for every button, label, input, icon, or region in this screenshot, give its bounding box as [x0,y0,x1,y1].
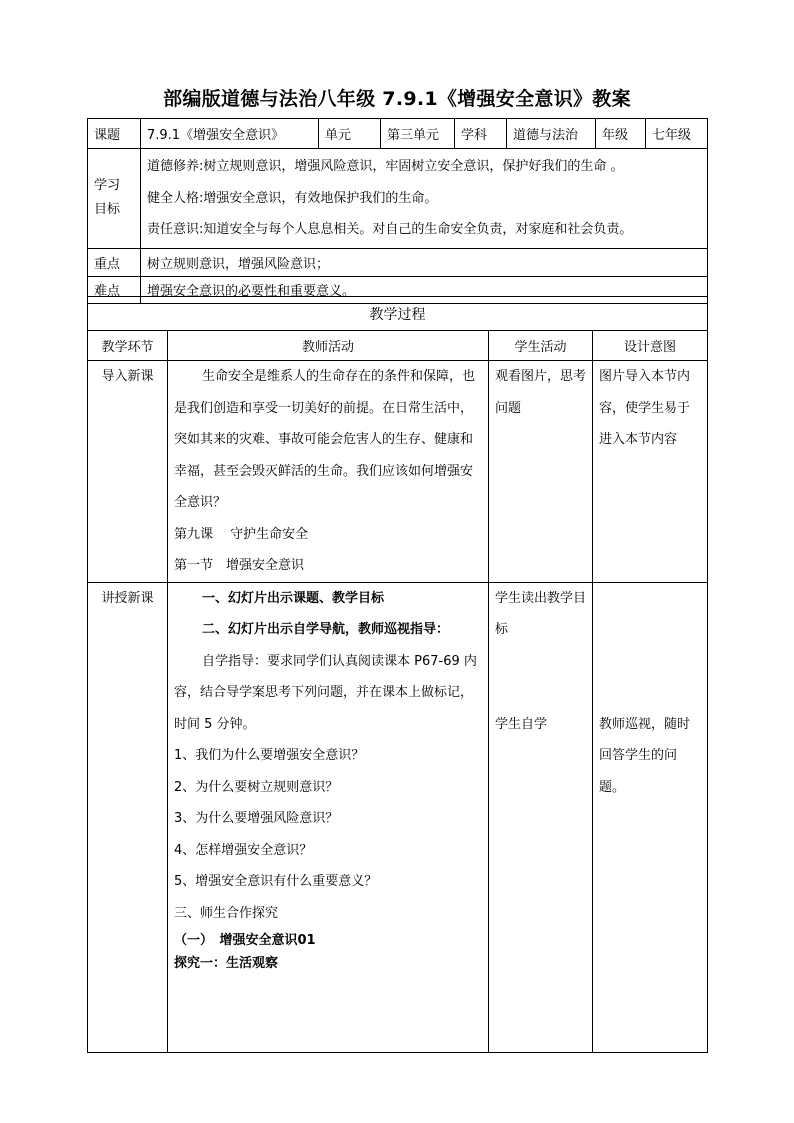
lecture-question: 5、增强安全意识有什么重要意义？ [174,874,378,889]
lecture-stage-label: 讲授新课 [101,590,154,606]
lecture-design-intent [593,582,708,1052]
grade-label: 年级 [596,119,646,149]
difficulties-label: 难点 [88,276,141,303]
process-heading: 教学过程 [88,297,708,331]
unit-value: 第三单元 [381,119,455,149]
key-points-label: 重点 [88,248,141,276]
lecture-self-study-guide: 自学指导：要求同学们认真阅读课本 P67-69 内容，结合导学案思考下列问题，并在课本上做标记，时间 5 分钟。 [174,653,477,732]
subject-value: 道德与法治 [507,119,596,149]
lecture-step-3: 三、师生合作探究 [174,905,279,921]
course-value: 7.9.1《增强安全意识》 [141,119,319,149]
lecture-question: 1、我们为什么要增强安全意识？ [174,748,365,763]
lecture-step-2: 二、幻灯片出示自学导航，教师巡视指导： [202,622,450,637]
lecture-intent-text: 教师巡视，随时回答学生的问题。 [599,716,691,795]
intro-stage [88,361,168,583]
intro-teacher-lesson: 第九课 守护生命安全 [174,526,309,542]
goal-item: 健全人格:增强安全意识，有效地保护我们的生命。 [147,190,438,206]
process-table [87,296,708,1053]
intro-design-intent [593,361,708,583]
goals-label [88,149,141,249]
page-title: 部编版道德与法治八年级 7.9.1《增强安全意识》教案 [163,88,631,110]
subject-label: 学科 [455,119,507,149]
lecture-student-text-1: 学生读出教学目标 [495,590,587,637]
goals-content [141,149,708,249]
lecture-stage [88,582,168,1052]
unit-label: 单元 [319,119,381,149]
lecture-question: 3、为什么要增强风险意识？ [174,811,339,826]
lecture-student-text-2: 学生自学 [495,716,548,732]
lecture-step-1: 一、幻灯片出示课题、教学目标 [202,590,385,606]
lecture-teacher-activity [168,582,489,1052]
goals-label-line1: 学习 [94,178,121,194]
key-points-value: 树立规则意识，增强风险意识； [141,248,708,276]
course-label: 课题 [88,119,141,149]
grade-value: 七年级 [646,119,708,149]
column-header-student: 学生活动 [489,331,593,361]
goal-item: 道德修养:树立规则意识，增强风险意识，牢固树立安全意识，保护好我们的生命 。 [147,159,624,174]
intro-student-activity [489,361,593,583]
intro-stage-label: 导入新课 [101,369,154,384]
intro-intent-text: 图片导入本节内容，使学生易于进入本节内容 [599,369,691,447]
lecture-question: 4、怎样增强安全意识？ [174,842,313,858]
difficulties-value: 增强安全意识的必要性和重要意义。 [141,276,708,303]
lecture-question: 2、为什么要树立规则意识？ [174,779,339,795]
intro-student-text: 观看图片，思考问题 [495,369,587,416]
lecture-subsection-1: （一） 增强安全意识01 [174,933,316,948]
goals-label-line2: 目标 [94,202,121,218]
lecture-student-activity [489,582,593,1052]
intro-teacher-section: 第一节 增强安全意识 [174,558,305,573]
column-header-teacher: 教师活动 [168,331,489,361]
goal-item: 责任意识:知道安全与每个人息息相关。对自己的生命安全负责，对家庭和社会负责。 [147,222,633,237]
lecture-subsection-2: 探究一：生活观察 [174,956,279,971]
intro-teacher-paragraph: 生命安全是维系人的生命存在的条件和保障，也是我们创造和享受一切美好的前提。在日常生活中，突如其来的灾难、事故可能会危害人的生存、健康和幸福，甚至会毁灭鲜活的生命。我们应该如何增强安全意识？ [174,369,476,510]
info-table [87,118,708,304]
column-header-stage: 教学环节 [88,331,168,361]
column-header-intent: 设计意图 [593,331,708,361]
intro-teacher-activity [168,361,489,583]
